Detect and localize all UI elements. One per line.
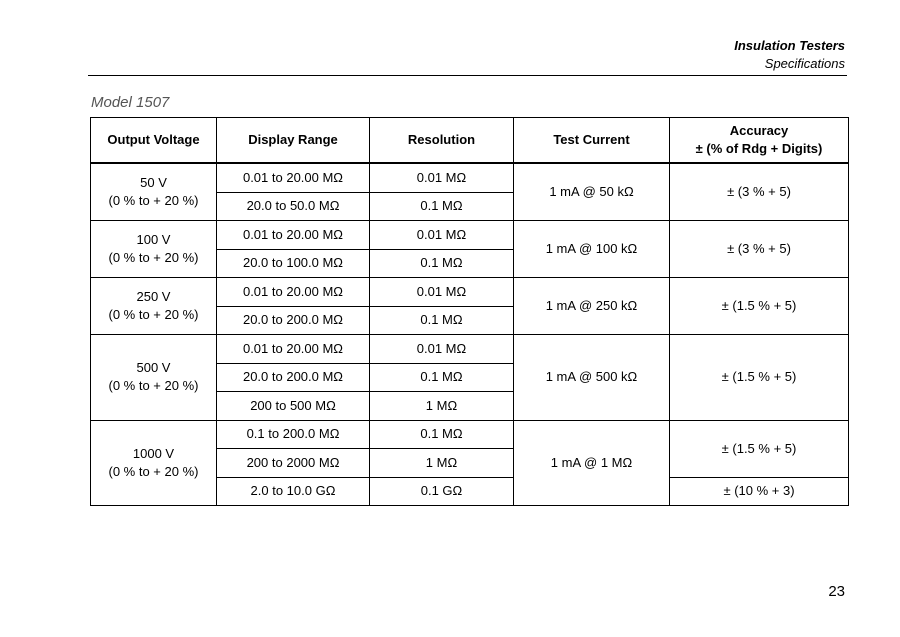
resolution-cell: 1 MΩ	[370, 392, 514, 421]
display-range-cell: 2.0 to 10.0 GΩ	[217, 477, 370, 506]
voltage-tolerance: (0 % to + 20 %)	[108, 193, 199, 208]
display-range-cell: 20.0 to 200.0 MΩ	[217, 363, 370, 392]
accuracy-cell: ± (10 % + 3)	[670, 477, 849, 506]
table-row	[91, 420, 849, 449]
voltage-value: 100 V	[136, 232, 171, 247]
table-row	[91, 278, 849, 307]
header-rule	[88, 75, 847, 76]
test-current-cell: 1 mA @ 500 kΩ	[514, 335, 670, 421]
accuracy-header-label: Accuracy	[729, 123, 789, 138]
accuracy-cell: ± (3 % + 5)	[670, 163, 849, 221]
table-row	[91, 221, 849, 250]
voltage-value: 500 V	[136, 360, 171, 376]
output-voltage-cell	[91, 278, 217, 335]
display-range-cell: 20.0 to 100.0 MΩ	[217, 249, 370, 278]
voltage-tolerance: (0 % to + 20 %)	[108, 463, 199, 479]
table-row	[91, 163, 849, 192]
voltage-value: 50 V	[140, 175, 167, 190]
test-current-cell: 1 mA @ 50 kΩ	[514, 163, 670, 221]
display-range-cell: 200 to 2000 MΩ	[217, 449, 370, 478]
display-range-cell: 20.0 to 50.0 MΩ	[217, 192, 370, 221]
resolution-cell: 0.01 MΩ	[370, 163, 514, 192]
col-header-test-current: Test Current	[514, 118, 670, 164]
accuracy-cell: ± (1.5 % + 5)	[670, 335, 849, 421]
model-label: Model 1507	[91, 94, 170, 111]
voltage-tolerance: (0 % to + 20 %)	[108, 378, 199, 394]
page-number: 23	[828, 583, 845, 600]
resolution-cell: 0.1 MΩ	[370, 192, 514, 221]
display-range-cell: 20.0 to 200.0 MΩ	[217, 306, 370, 335]
resolution-cell: 0.1 GΩ	[370, 477, 514, 506]
table-header-row	[91, 118, 849, 164]
display-range-cell: 0.1 to 200.0 MΩ	[217, 420, 370, 449]
test-current-cell: 1 mA @ 1 MΩ	[514, 420, 670, 506]
display-range-cell: 200 to 500 MΩ	[217, 392, 370, 421]
resolution-cell: 0.01 MΩ	[370, 221, 514, 250]
col-header-display-range: Display Range	[217, 118, 370, 164]
accuracy-cell: ± (1.5 % + 5)	[670, 420, 849, 477]
running-header	[734, 37, 845, 73]
output-voltage-cell	[91, 221, 217, 278]
voltage-tolerance: (0 % to + 20 %)	[108, 250, 199, 265]
display-range-cell: 0.01 to 20.00 MΩ	[217, 163, 370, 192]
voltage-value: 250 V	[136, 289, 171, 304]
voltage-tolerance: (0 % to + 20 %)	[108, 307, 199, 322]
accuracy-cell: ± (1.5 % + 5)	[670, 278, 849, 335]
output-voltage-cell	[91, 420, 217, 506]
col-header-output-voltage: Output Voltage	[91, 118, 217, 164]
resolution-cell: 0.01 MΩ	[370, 278, 514, 307]
spec-table-body	[91, 163, 849, 506]
output-voltage-cell	[91, 335, 217, 421]
display-range-cell: 0.01 to 20.00 MΩ	[217, 335, 370, 364]
display-range-cell: 0.01 to 20.00 MΩ	[217, 221, 370, 250]
table-row	[91, 335, 849, 364]
display-range-cell: 0.01 to 20.00 MΩ	[217, 278, 370, 307]
resolution-cell: 0.01 MΩ	[370, 335, 514, 364]
resolution-cell: 0.1 MΩ	[370, 363, 514, 392]
header-subtitle: Specifications	[764, 56, 845, 71]
voltage-value: 1000 V	[132, 445, 175, 461]
spec-table	[90, 117, 849, 506]
resolution-cell: 0.1 MΩ	[370, 306, 514, 335]
resolution-cell: 0.1 MΩ	[370, 249, 514, 278]
header-title: Insulation Testers	[734, 38, 845, 53]
test-current-cell: 1 mA @ 250 kΩ	[514, 278, 670, 335]
resolution-cell: 0.1 MΩ	[370, 420, 514, 449]
accuracy-header-units: ± (% of Rdg + Digits)	[695, 141, 823, 156]
col-header-resolution: Resolution	[370, 118, 514, 164]
accuracy-cell: ± (3 % + 5)	[670, 221, 849, 278]
test-current-cell: 1 mA @ 100 kΩ	[514, 221, 670, 278]
resolution-cell: 1 MΩ	[370, 449, 514, 478]
col-header-accuracy	[670, 118, 849, 164]
output-voltage-cell	[91, 163, 217, 221]
